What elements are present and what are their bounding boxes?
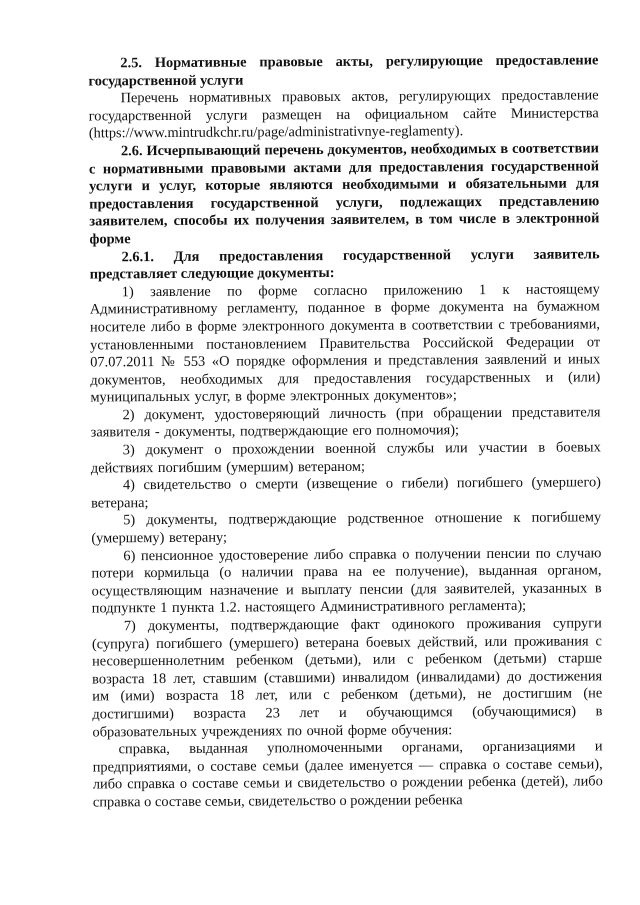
document-item-6: 6) пенсионное удостоверение либо справка о получении пенсии по случаю потери кормильца (о наличии права на ее получение), выданная органом, осуществляющим назначение и выплату пенсии (для заявителей, указанных в подпункте 1 пункта 1.2. настоящего Административного регламента); (91, 544, 602, 617)
document-item-3: 3) документ о прохождении военной службы или участии в боевых действиях погибшим (умершим) ветераном; (90, 439, 601, 477)
document-item-2: 2) документ, удостоверяющий личность (при обращении представителя заявителя - документы, подтверждающие его полномочия); (90, 404, 601, 441)
document-item-1: 1) заявление по форме согласно приложению 1 к настоящему Административному регламенту, поданное в форме документа на бумажном носителе либо в форме электронного документа в соответствии с требованиями, установленными постановлением Правительства Российской Федерации от 07.07.2011 № 553 «О порядке оформления и представления заявлений и иных документов, необходимых для предоставления государственных и (или) муниципальных услуг, в форме электронных документов»; (89, 281, 601, 406)
section-2-6-heading: 2.6. Исчерпывающий перечень документов, необходимых в соответствии с нормативными правовыми актами для предоставления государственной услуги и услуг, которые являются необходимыми и обязательными для предоставления государственной услуги, подлежащих представлению заявителем, способы их получения заявителем, в том числе в электронной форме (88, 140, 600, 248)
document-item-7-subitem: справка, выданная уполномоченными органами, организациями и предприятиями, о составе семьи (далее именуется — справка о составе семьи), либо справка о составе семьи и свидетельство о рождении ребенка (детей), либо справка о составе семьи, свидетельство о рождении ребенка (92, 738, 603, 811)
section-2-6-1-heading: 2.6.1. Для предоставления государственной услуги заявитель представляет следующие документы: (89, 245, 600, 283)
document-item-4: 4) свидетельство о смерти (извещение о гибели) погибшего (умершего) ветерана; (91, 474, 602, 512)
document-item-7: 7) документы, подтверждающие факт одинокого проживания супруги (супруга) погибшего (умершего) ветерана боевых действий, или проживания с несовершеннолетним ребенком (детьми), или с ребенком (детьми) старше возраста 18 лет, ставшим (ставшими) инвалидом (инвалидами) до достижения им (ими) возраста 18 лет, или с ребенком (детьми), не достигшим (не достигшими) возраста 23 лет и обучающимся (обучающимися) в образовательных учреждениях по очной форме обучения: (91, 615, 603, 741)
document-body (88, 52, 603, 812)
section-2-5-text: Перечень нормативных правовых актов, регулирующих предоставление государственной услуги размещен на официальном сайте Министерства (https://www.mintrudkchr.ru/page/administrativnye-reglamenty). (88, 87, 599, 142)
document-item-5: 5) документы, подтверждающие родственное отношение к погибшему (умершему) ветерану; (91, 509, 602, 547)
section-2-5-heading: 2.5. Нормативные правовые акты, регулирующие предоставление государственной услуги (88, 52, 599, 90)
